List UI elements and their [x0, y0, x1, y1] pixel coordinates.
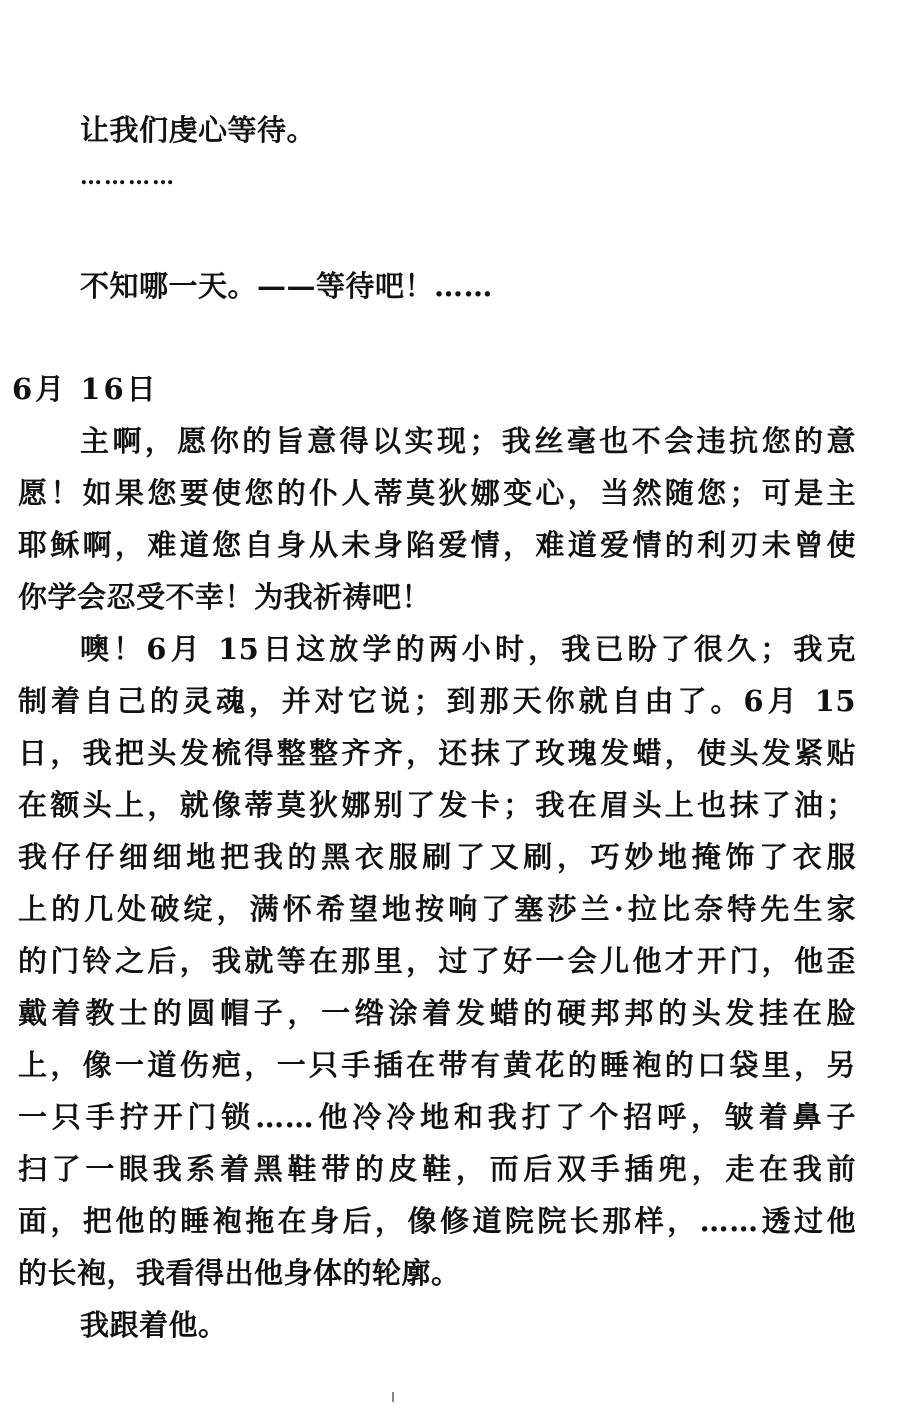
paragraph-1-line-4: 你学会忍受不幸！为我祈祷吧！: [18, 580, 432, 614]
text-line-wait-devoutly: 让我们虔心等待。: [80, 113, 317, 147]
paragraph-2-line-3: 日，我把头发梳得整整齐齐，还抹了玫瑰发蜡，使头发紧贴: [18, 736, 856, 770]
paragraph-2-line-6: 上的几处破绽，满怀希望地按响了塞莎兰·拉比奈特先生家: [18, 892, 856, 926]
paragraph-2-line-12: 面，把他的睡袍拖在身后，像修道院院长那样，……透过他: [18, 1204, 856, 1238]
paragraph-2-line-13: 的长袍，我看得出他身体的轮廓。: [18, 1256, 461, 1290]
scan-speck: [392, 1392, 394, 1402]
paragraph-2-line-10: 一只手拧开门锁……他冷冷地和我打了个招呼，皱着鼻子: [18, 1100, 856, 1134]
ellipsis-line: …………: [80, 164, 176, 190]
diary-date: 6月 16日: [12, 372, 159, 406]
paragraph-2-line-1: 噢！6月 15日这放学的两小时，我已盼了很久；我克: [80, 632, 856, 666]
paragraph-1-line-1: 主啊，愿你的旨意得以实现；我丝毫也不会违抗您的意: [80, 424, 856, 458]
paragraph-2-line-9: 上，像一道伤疤，一只手插在带有黄花的睡袍的口袋里，另: [18, 1048, 856, 1082]
text-line-some-day: 不知哪一天。——等待吧！……: [80, 269, 494, 303]
paragraph-1-line-3: 耶稣啊，难道您自身从未身陷爱情，难道爱情的利刃未曾使: [18, 528, 856, 562]
paragraph-3-line-1: 我跟着他。: [80, 1308, 228, 1342]
paragraph-1-line-2: 愿！如果您要使您的仆人蒂莫狄娜变心，当然随您；可是主: [18, 476, 856, 510]
paragraph-2-line-5: 我仔仔细细地把我的黑衣服刷了又刷，巧妙地掩饰了衣服: [18, 840, 856, 874]
paragraph-2-line-8: 戴着教士的圆帽子，一绺涂着发蜡的硬邦邦的头发挂在脸: [18, 996, 856, 1030]
paragraph-2-line-11: 扫了一眼我系着黑鞋带的皮鞋，而后双手插兜，走在我前: [18, 1152, 856, 1186]
paragraph-2-line-4: 在额头上，就像蒂莫狄娜别了发卡；我在眉头上也抹了油；: [18, 788, 856, 822]
paragraph-2-line-2: 制着自己的灵魂，并对它说；到那天你就自由了。6月 15: [18, 684, 856, 718]
paragraph-2-line-7: 的门铃之后，我就等在那里，过了好一会儿他才开门，他歪: [18, 944, 856, 978]
